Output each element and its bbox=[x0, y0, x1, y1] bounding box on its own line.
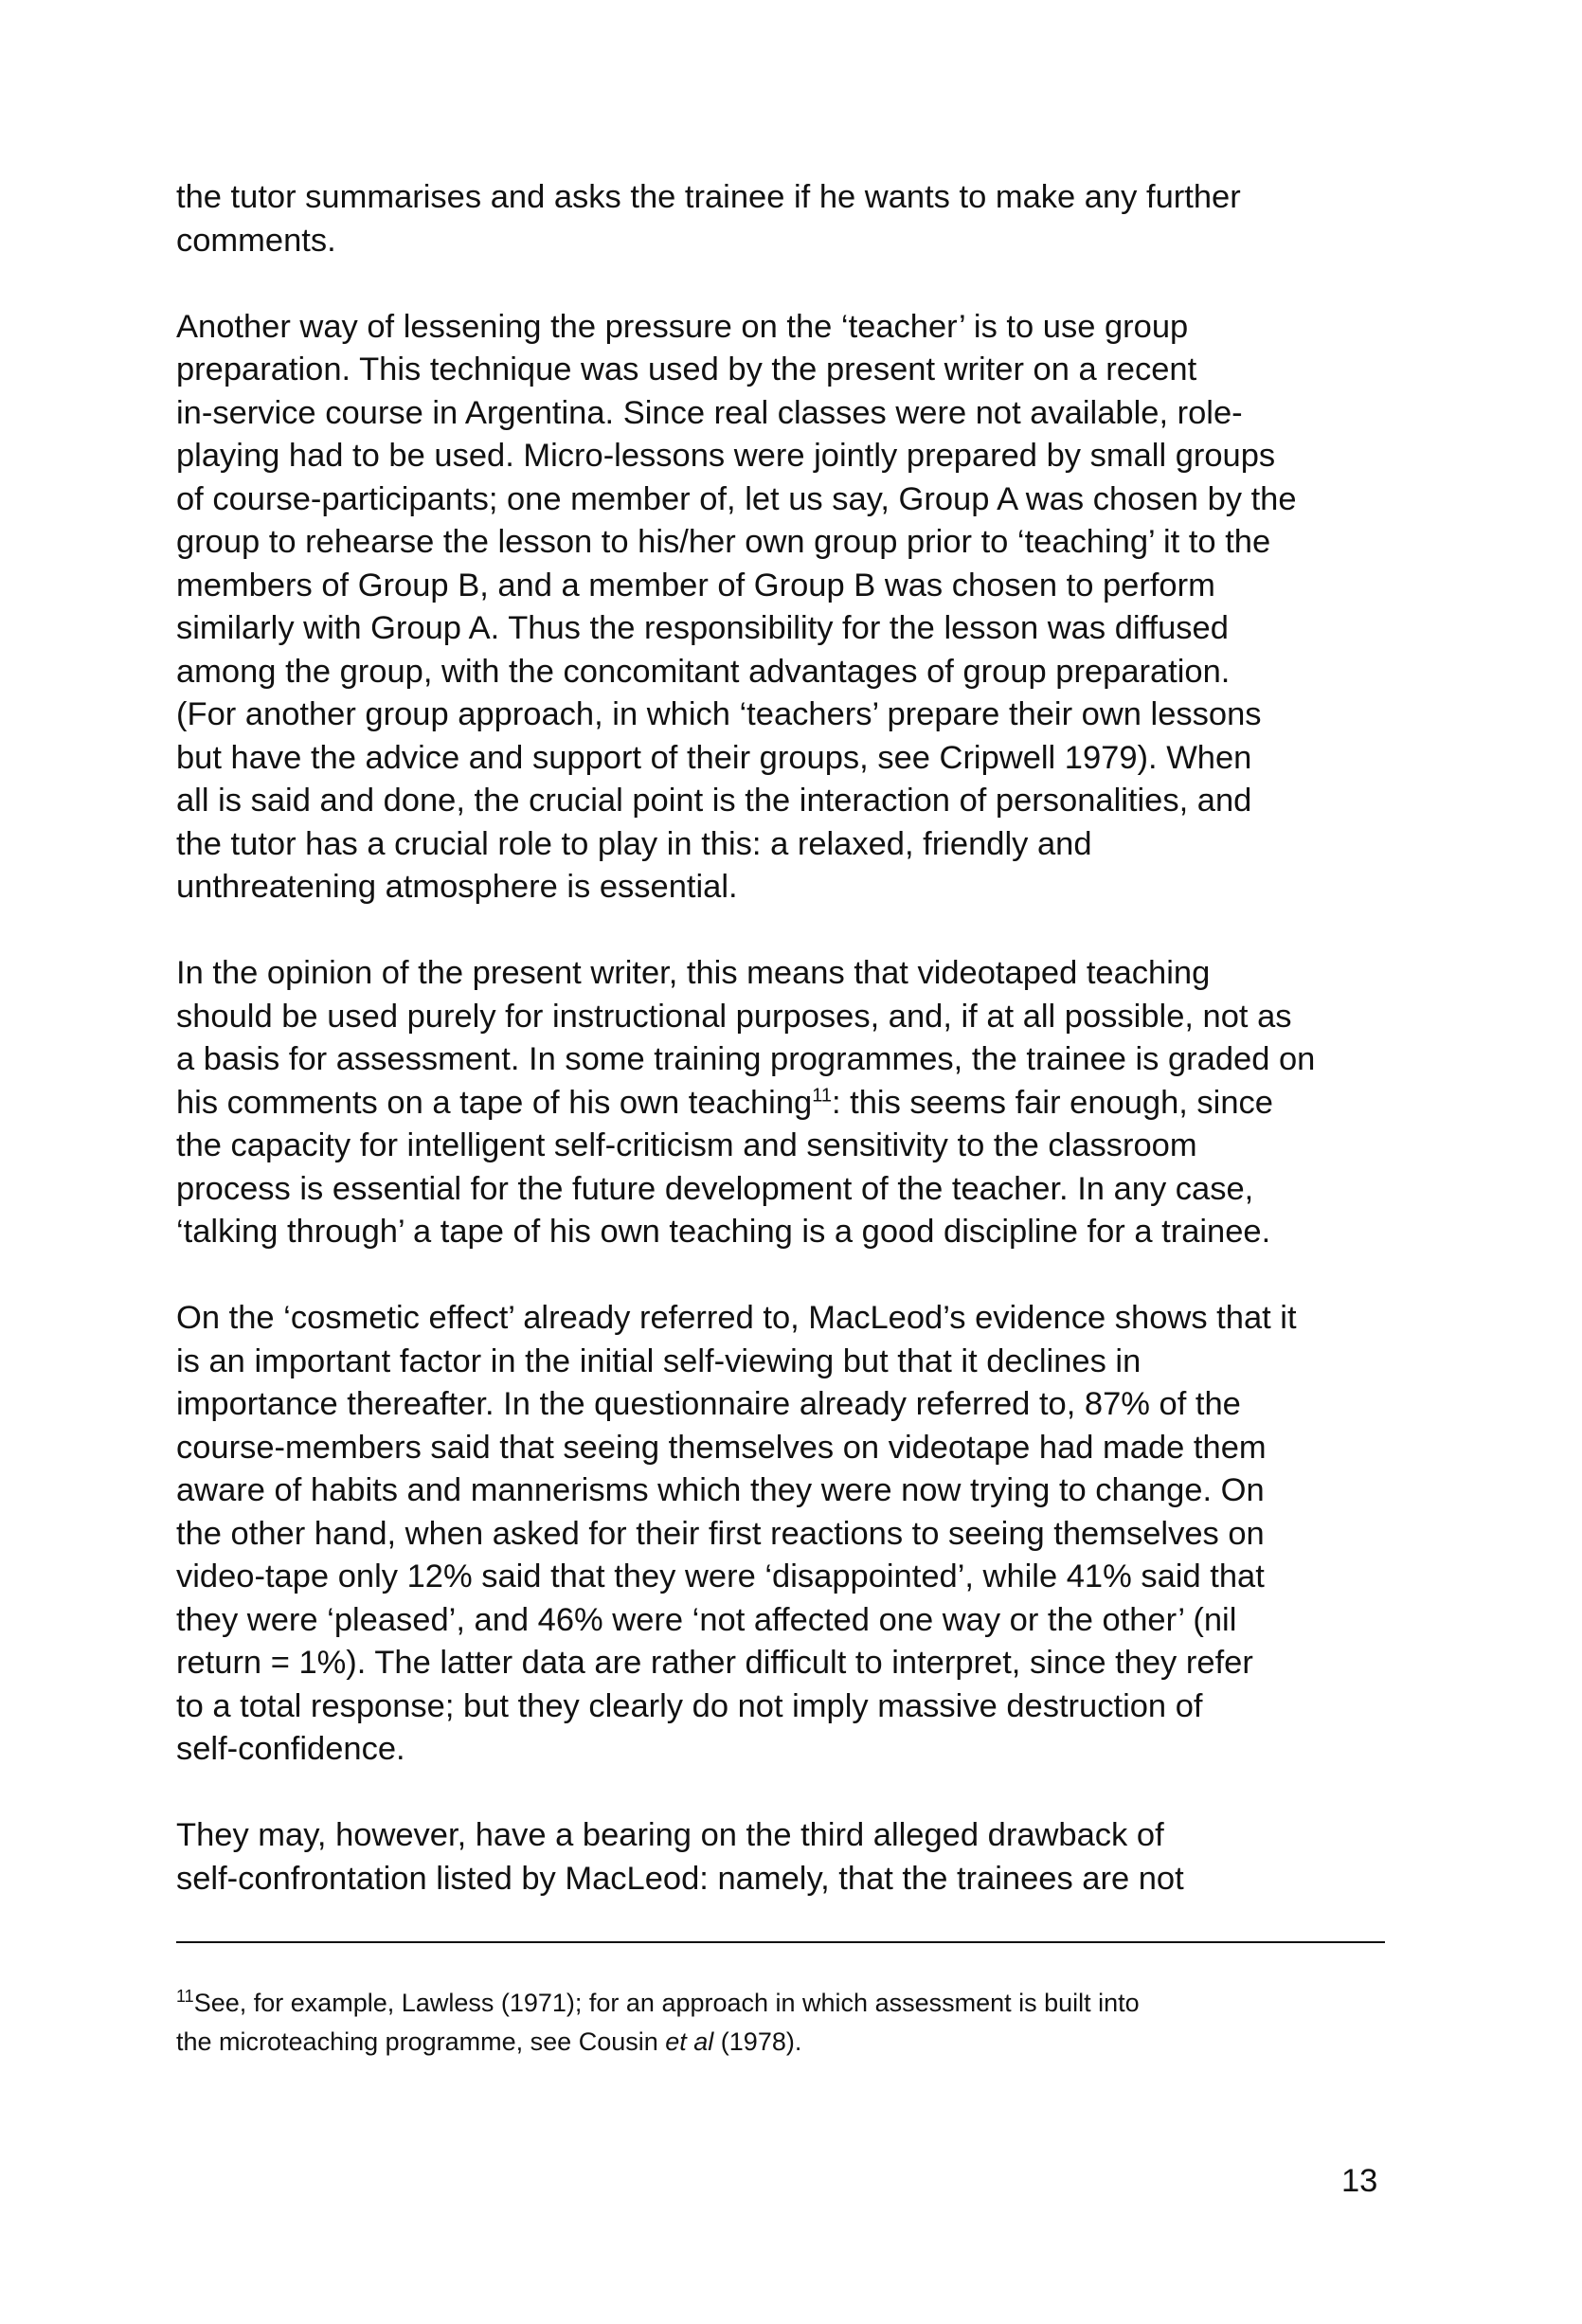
text-fragment: See, for example, Lawless (1971); for an approach in which assessment is built into bbox=[193, 1989, 1140, 2017]
text-line: a basis for assessment. In some training programmes, the trainee is graded on bbox=[176, 1041, 1316, 1077]
text-line: self-confrontation listed by MacLeod: namely, that the trainees are not bbox=[176, 1860, 1184, 1897]
text-line: among the group, with the concomitant advantages of group preparation. bbox=[176, 653, 1231, 690]
text-line: On the ‘cosmetic effect’ already referred to, MacLeod’s evidence shows that it bbox=[176, 1300, 1297, 1336]
text-line: should be used purely for instructional purposes, and, if at all possible, not as bbox=[176, 998, 1292, 1035]
text-line: (For another group approach, in which ‘teachers’ prepare their own lessons bbox=[176, 696, 1262, 732]
text-line: all is said and done, the crucial point is the interaction of personalities, and bbox=[176, 783, 1252, 819]
paragraph-5 bbox=[176, 1814, 1431, 1901]
paragraph-1 bbox=[176, 176, 1431, 262]
footnote-marker: 11 bbox=[176, 1987, 194, 2006]
text-line: comments. bbox=[176, 222, 336, 259]
text-fragment: his comments on a tape of his own teaching bbox=[176, 1084, 813, 1121]
text-fragment: the microteaching programme, see Cousin bbox=[176, 2027, 666, 2056]
paragraph-3 bbox=[176, 952, 1431, 1254]
paragraph-4 bbox=[176, 1297, 1431, 1772]
text-line: of course-participants; one member of, let us say, Group A was chosen by the bbox=[176, 480, 1297, 517]
text-line: ‘talking through’ a tape of his own teaching is a good discipline for a trainee. bbox=[176, 1214, 1271, 1250]
footnote-reference: 11 bbox=[812, 1085, 832, 1106]
text-line: is an important factor in the initial self-viewing but that it declines in bbox=[176, 1342, 1142, 1379]
text-line: aware of habits and mannerisms which they were now trying to change. On bbox=[176, 1472, 1265, 1508]
footnote bbox=[176, 1984, 1431, 2062]
text-line: Another way of lessening the pressure on the ‘teacher’ is to use group bbox=[176, 308, 1189, 345]
text-fragment: : this seems fair enough, since bbox=[831, 1084, 1273, 1121]
text-line: they were ‘pleased’, and 46% were ‘not affected one way or the other’ (nil bbox=[176, 1601, 1237, 1638]
text-fragment: (1978). bbox=[713, 2027, 802, 2056]
text-line: the other hand, when asked for their first reactions to seeing themselves on bbox=[176, 1515, 1265, 1552]
text-line: similarly with Group A. Thus the responsibility for the lesson was diffused bbox=[176, 610, 1229, 646]
footnote-divider bbox=[176, 1941, 1385, 1943]
text-line: but have the advice and support of their groups, see Cripwell 1979). When bbox=[176, 739, 1252, 776]
text-line: members of Group B, and a member of Group B was chosen to perform bbox=[176, 567, 1215, 604]
text-line: importance thereafter. In the questionnaire already referred to, 87% of the bbox=[176, 1386, 1241, 1422]
text-line: group to rehearse the lesson to his/her own group prior to ‘teaching’ it to the bbox=[176, 524, 1271, 560]
paragraph-2 bbox=[176, 306, 1431, 910]
body-text bbox=[176, 176, 1431, 1901]
text-line-with-footnote-ref bbox=[176, 1082, 1431, 1126]
footnote-line bbox=[176, 1984, 1431, 2023]
text-line: return = 1%). The latter data are rather difficult to interpret, since they refer bbox=[176, 1645, 1253, 1681]
text-line: video-tape only 12% said that they were ‘disappointed’, while 41% said that bbox=[176, 1558, 1265, 1594]
page-number: 13 bbox=[1341, 2163, 1378, 2199]
footnote-line bbox=[176, 2023, 1431, 2062]
text-line: the capacity for intelligent self-criticism and sensitivity to the classroom bbox=[176, 1127, 1197, 1163]
text-line: preparation. This technique was used by the present writer on a recent bbox=[176, 351, 1197, 387]
text-line: self-confidence. bbox=[176, 1731, 405, 1767]
italic-text: et al bbox=[665, 2027, 714, 2056]
text-line: process is essential for the future development of the teacher. In any case, bbox=[176, 1170, 1254, 1207]
text-line: They may, however, have a bearing on the third alleged drawback of bbox=[176, 1817, 1164, 1853]
text-line: In the opinion of the present writer, this means that videotaped teaching bbox=[176, 955, 1211, 991]
text-line: the tutor summarises and asks the trainee if he wants to make any further bbox=[176, 179, 1241, 215]
text-line: the tutor has a crucial role to play in this: a relaxed, friendly and bbox=[176, 825, 1092, 862]
text-line: unthreatening atmosphere is essential. bbox=[176, 869, 738, 905]
text-line: in-service course in Argentina. Since real classes were not available, role- bbox=[176, 394, 1243, 431]
text-line: course-members said that seeing themselves on videotape had made them bbox=[176, 1429, 1267, 1466]
text-line: to a total response; but they clearly do not imply massive destruction of bbox=[176, 1687, 1203, 1724]
text-line: playing had to be used. Micro-lessons were jointly prepared by small groups bbox=[176, 438, 1276, 474]
